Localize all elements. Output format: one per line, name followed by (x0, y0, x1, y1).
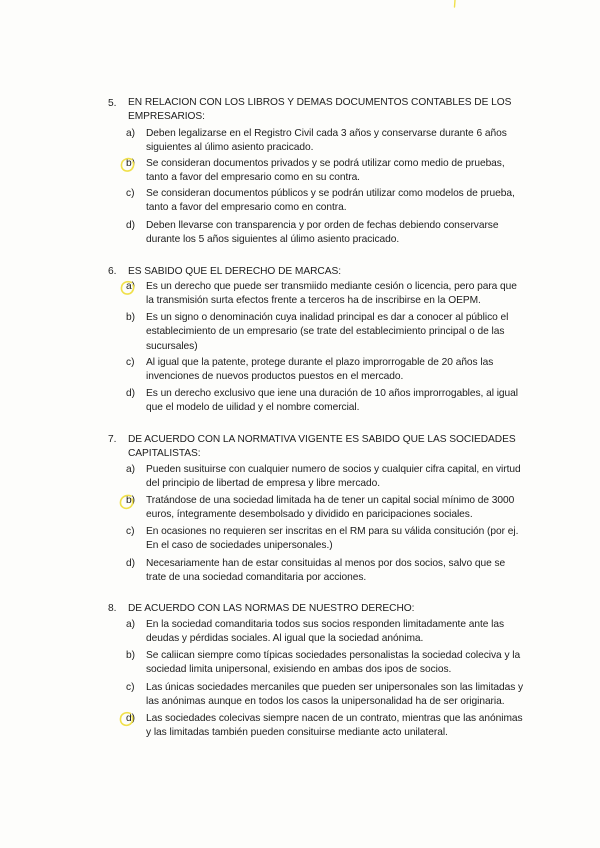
question-text: ES SABIDO QUE EL DERECHO DE MARCAS: (128, 266, 341, 277)
option-text: Al igual que la patente, protege durante el plazo improrrogable de 20 años las invenciones de nuevos productos puestos en el mercado. (146, 357, 494, 383)
question-number: 6. (108, 266, 117, 277)
question-text: EN RELACION CON LOS LIBROS Y DEMAS DOCUMENTOS CONTABLES DE LOS EMPRESARIOS: (128, 97, 512, 123)
question-number: 5. (108, 98, 117, 109)
option-letter: a) (126, 128, 136, 139)
answer-circle-mark (119, 156, 137, 174)
option-letter: b) (126, 495, 136, 506)
option-text: Es un derecho exclusivo que iene una duración de 10 años improrrogables, al igual que el modelo de uilidad y el nombre comercial. (146, 388, 518, 414)
option-letter: b) (126, 312, 136, 323)
option-text: Deben llevarse con transparencia y por orden de fechas debiendo conservarse durante los 5 años siguientes al úlimo asiento pracicado. (146, 220, 499, 246)
option-letter: b) (126, 650, 136, 661)
option-text: Necesariamente han de estar consituidas al menos por dos socios, salvo que se trate de una sociedad comanditaria por acciones. (146, 558, 506, 584)
option-letter: a) (126, 281, 136, 292)
answer-circle-mark (118, 493, 136, 511)
option-text: Las sociedades colecivas siempre nacen de un contrato, mientras que las anónimas y las limitadas también pueden consituirse mediante acto unilateral. (146, 713, 523, 739)
answer-circle-mark (118, 710, 136, 728)
option-letter: a) (126, 619, 136, 630)
highlighter-tick-mark (453, 0, 457, 8)
option-text: Se consideran documentos privados y se podrá utilizar como medio de pruebas, tanto a favor del empresario como en su contra. (146, 158, 505, 184)
option-letter: d) (126, 388, 136, 399)
option-letter: c) (126, 682, 135, 693)
option-text: Deben legalizarse en el Registro Civil cada 3 años y conservarse durante 6 años siguientes al úlimo asiento pracicado. (146, 128, 507, 154)
option-text: En ocasiones no requieren ser inscritas en el RM para su válida consitución (por ej. En el caso de sociedades unipersonales.) (146, 526, 519, 552)
option-letter: d) (126, 558, 136, 569)
question-text: DE ACUERDO CON LAS NORMAS DE NUESTRO DERECHO: (128, 603, 415, 614)
option-text: Es un derecho que puede ser transmiido mediante cesión o licencia, pero para que la transmisión surta efectos frente a terceros ha de inscribirse en la OEPM. (146, 281, 517, 307)
option-letter: c) (126, 188, 135, 199)
question-number: 8. (108, 603, 117, 614)
option-letter: c) (126, 526, 135, 537)
question-text: DE ACUERDO CON LA NORMATIVA VIGENTE ES SABIDO QUE LAS SOCIEDADES CAPITALISTAS: (128, 434, 516, 460)
option-text: Tratándose de una sociedad limitada ha de tener un capital social mínimo de 3000 euros, íntegramente desembolsado y dividido en paricipaciones sociales. (146, 495, 515, 521)
option-letter: d) (126, 220, 136, 231)
option-text: En la sociedad comanditaria todos sus socios responden limitadamente ante las deudas y pérdidas sociales. Al igual que la sociedad anónima. (146, 619, 505, 645)
option-text: Se consideran documentos públicos y se podrán utilizar como modelos de prueba, tanto a favor del empresario como en contra. (146, 188, 515, 214)
option-letter: b) (126, 158, 136, 169)
option-letter: c) (126, 357, 135, 368)
question-number: 7. (108, 434, 117, 445)
option-text: Pueden susituirse con cualquier numero de socios y cualquier cifra capital, en virtud del principio de libertad de empresa y libre mercado. (146, 464, 521, 490)
option-text: Es un signo o denominación cuya inalidad principal es dar a conocer al público el establecimiento de un empresario (se trate del establecimiento principal o de las sucursales) (146, 312, 509, 352)
option-letter: d) (126, 713, 136, 724)
option-letter: a) (126, 464, 136, 475)
option-text: Las únicas sociedades mercaniles que pueden ser unipersonales son las limitadas y las anónimas aunque en todos los casos la unipersonalidad ha de ser originaria. (146, 682, 524, 708)
answer-circle-mark (119, 279, 137, 297)
option-text: Se caliican siempre como típicas sociedades personalistas la sociedad coleciva y la sociedad limita unipersonal, exisiendo en ambas dos ipos de socios. (146, 650, 521, 676)
